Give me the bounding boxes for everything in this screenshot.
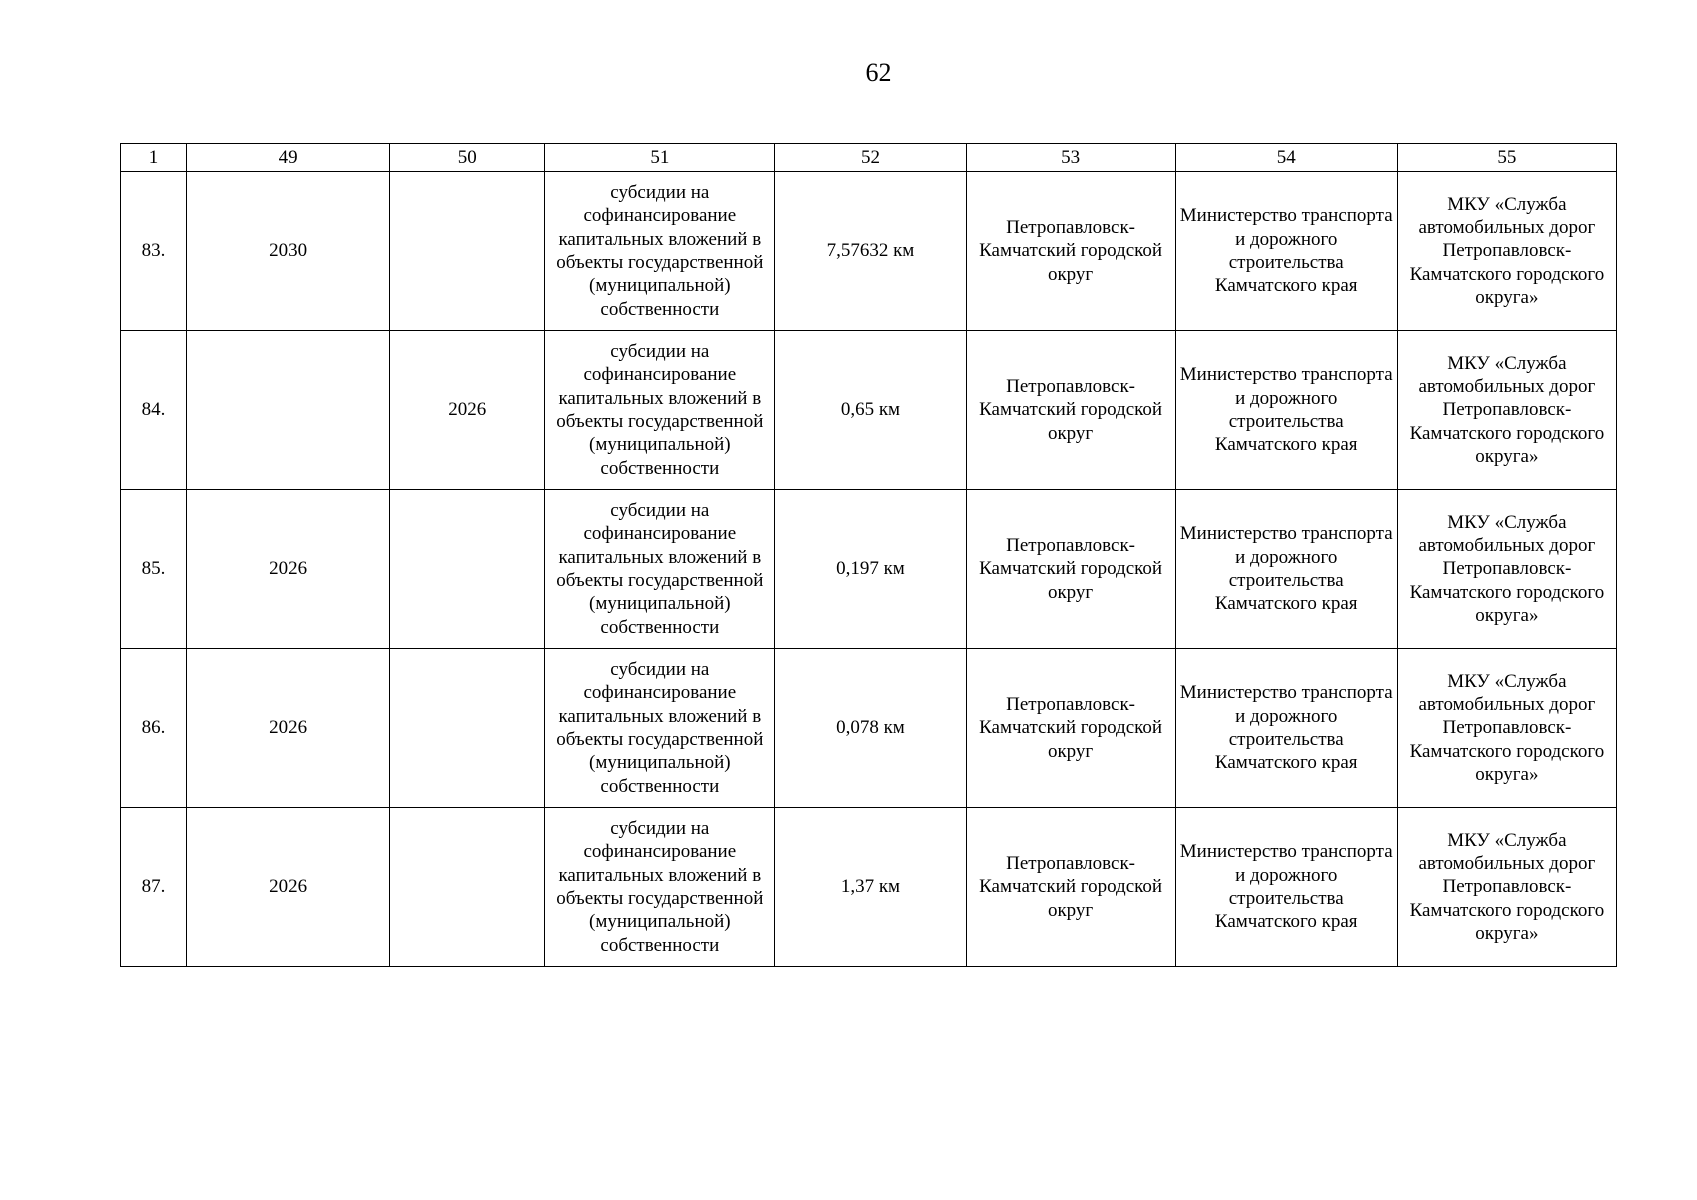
column-header: 55 [1397, 144, 1616, 172]
cell-51: субсидии на софинансирование капитальных вложений в объекты государственной (муниципальной) собственности [545, 808, 775, 967]
table-body [121, 172, 1617, 967]
cell-54: Министерство транспорта и дорожного строительства Камчатского края [1175, 331, 1397, 490]
cell-49: 2026 [187, 649, 390, 808]
cell-55: МКУ «Служба автомобильных дорог Петропавловск-Камчатского городского округа» [1397, 808, 1616, 967]
data-table [120, 143, 1617, 967]
column-header: 51 [545, 144, 775, 172]
row-number: 84. [121, 331, 187, 490]
cell-49 [187, 331, 390, 490]
table-row [121, 490, 1617, 649]
cell-55: МКУ «Служба автомобильных дорог Петропавловск-Камчатского городского округа» [1397, 331, 1616, 490]
cell-49: 2026 [187, 808, 390, 967]
table-row [121, 172, 1617, 331]
page-number: 62 [865, 58, 892, 87]
row-number: 86. [121, 649, 187, 808]
cell-54: Министерство транспорта и дорожного строительства Камчатского края [1175, 490, 1397, 649]
table-row [121, 808, 1617, 967]
table-row [121, 649, 1617, 808]
column-header: 50 [390, 144, 545, 172]
cell-51: субсидии на софинансирование капитальных вложений в объекты государственной (муниципальной) собственности [545, 331, 775, 490]
cell-55: МКУ «Служба автомобильных дорог Петропавловск-Камчатского городского округа» [1397, 172, 1616, 331]
column-header: 1 [121, 144, 187, 172]
cell-54: Министерство транспорта и дорожного строительства Камчатского края [1175, 172, 1397, 331]
column-header: 49 [187, 144, 390, 172]
column-header: 52 [775, 144, 966, 172]
cell-53: Петропавловск-Камчатский городской округ [966, 649, 1175, 808]
cell-51: субсидии на софинансирование капитальных вложений в объекты государственной (муниципальной) собственности [545, 172, 775, 331]
cell-54: Министерство транспорта и дорожного строительства Камчатского края [1175, 649, 1397, 808]
cell-50 [390, 808, 545, 967]
header-row [121, 144, 1617, 172]
cell-53: Петропавловск-Камчатский городской округ [966, 808, 1175, 967]
cell-54: Министерство транспорта и дорожного строительства Камчатского края [1175, 808, 1397, 967]
cell-49: 2030 [187, 172, 390, 331]
cell-51: субсидии на софинансирование капитальных вложений в объекты государственной (муниципальной) собственности [545, 490, 775, 649]
row-number: 85. [121, 490, 187, 649]
cell-52: 7,57632 км [775, 172, 966, 331]
cell-52: 0,197 км [775, 490, 966, 649]
table-header [121, 144, 1617, 172]
cell-52: 1,37 км [775, 808, 966, 967]
cell-53: Петропавловск-Камчатский городской округ [966, 331, 1175, 490]
cell-51: субсидии на софинансирование капитальных вложений в объекты государственной (муниципальной) собственности [545, 649, 775, 808]
cell-50 [390, 490, 545, 649]
cell-52: 0,65 км [775, 331, 966, 490]
cell-55: МКУ «Служба автомобильных дорог Петропавловск-Камчатского городского округа» [1397, 649, 1616, 808]
cell-55: МКУ «Служба автомобильных дорог Петропавловск-Камчатского городского округа» [1397, 490, 1616, 649]
cell-53: Петропавловск-Камчатский городской округ [966, 172, 1175, 331]
column-header: 53 [966, 144, 1175, 172]
cell-52: 0,078 км [775, 649, 966, 808]
column-header: 54 [1175, 144, 1397, 172]
row-number: 87. [121, 808, 187, 967]
cell-49: 2026 [187, 490, 390, 649]
row-number: 83. [121, 172, 187, 331]
cell-50 [390, 172, 545, 331]
table-row [121, 331, 1617, 490]
cell-50 [390, 649, 545, 808]
cell-53: Петропавловск-Камчатский городской округ [966, 490, 1175, 649]
cell-50: 2026 [390, 331, 545, 490]
